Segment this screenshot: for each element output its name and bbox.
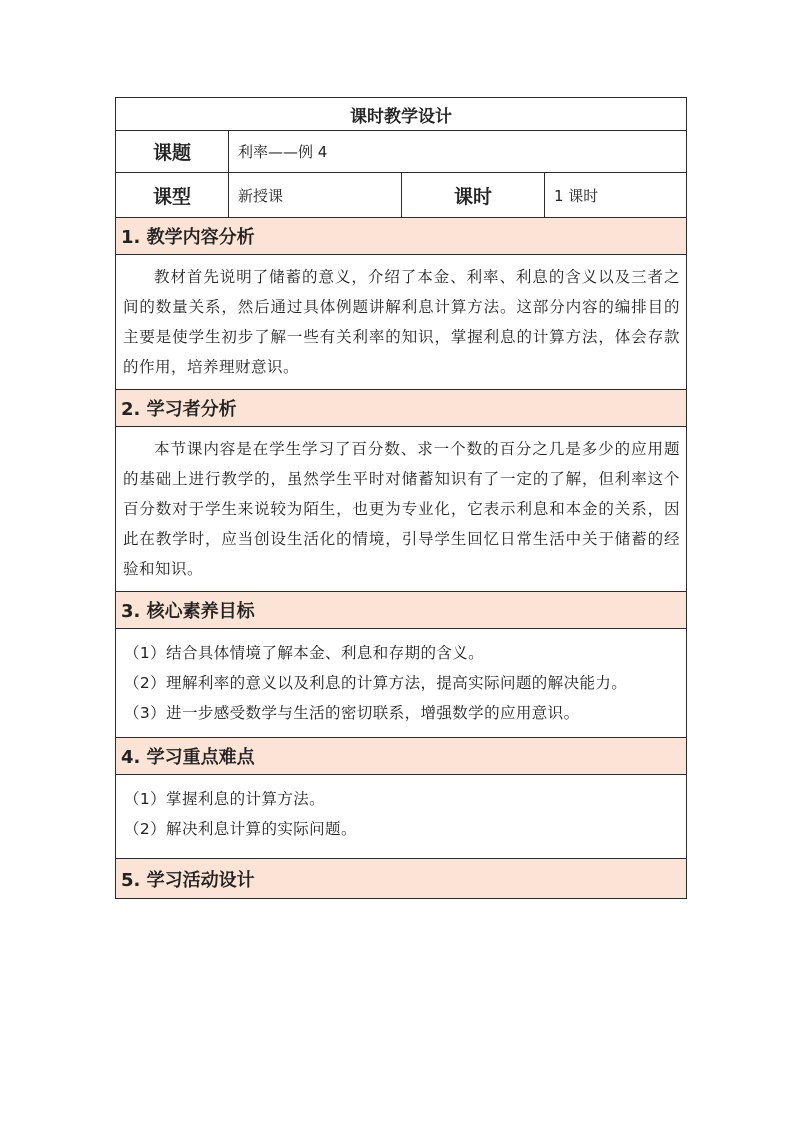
section-body-learner-analysis — [116, 427, 687, 592]
lesson-design-document — [115, 97, 686, 899]
list-item: （1）结合具体情境了解本金、利息和存期的含义。 — [124, 644, 485, 662]
list-item: （2）理解利率的意义以及利息的计算方法，提高实际问题的解决能力。 — [124, 674, 628, 692]
section-body-core-goals — [116, 629, 687, 738]
lesson-type-value: 新授课 — [229, 173, 402, 218]
topic-value: 利率——例 4 — [229, 131, 687, 173]
list-item: （3）进一步感受数学与生活的密切联系，增强数学的应用意识。 — [124, 704, 580, 722]
section-heading-content-analysis: 1. 教学内容分析 — [116, 218, 687, 255]
section-heading-activity-design: 5. 学习活动设计 — [116, 859, 687, 899]
document-title: 课时教学设计 — [116, 98, 687, 131]
section-body-key-points — [116, 775, 687, 859]
section-heading-learner-analysis: 2. 学习者分析 — [116, 390, 687, 427]
learner-analysis-paragraph: 本节课内容是在学生学习了百分数、求一个数的百分之几是多少的应用题的基础上进行教学的，虽然学生平时对储蓄知识有了一定的了解，但利率这个百分数对于学生来说较为陌生，也更为专业化，它表示利息和本金的关系，因此在教学时，应当创设生活化的情境，引导学生回忆日常生活中关于储蓄的经验和知识。 — [123, 440, 680, 578]
content-analysis-paragraph: 教材首先说明了储蓄的意义，介绍了本金、利率、利息的含义以及三者之间的数量关系，然后通过具体例题讲解利息计算方法。这部分内容的编排目的主要是使学生初步了解一些有关利率的知识，掌握利息的计算方法，体会存款的作用，培养理财意识。 — [123, 268, 680, 376]
topic-label: 课题 — [116, 131, 229, 173]
period-label: 课时 — [402, 173, 545, 218]
lesson-design-table — [115, 97, 687, 899]
section-heading-key-points: 4. 学习重点难点 — [116, 738, 687, 775]
section-heading-core-goals: 3. 核心素养目标 — [116, 592, 687, 629]
section-body-content-analysis — [116, 255, 687, 390]
lesson-type-label: 课型 — [116, 173, 229, 218]
list-item: （2）解决利息计算的实际问题。 — [124, 820, 357, 838]
period-value: 1 课时 — [545, 173, 687, 218]
list-item: （1）掌握利息的计算方法。 — [124, 790, 326, 808]
